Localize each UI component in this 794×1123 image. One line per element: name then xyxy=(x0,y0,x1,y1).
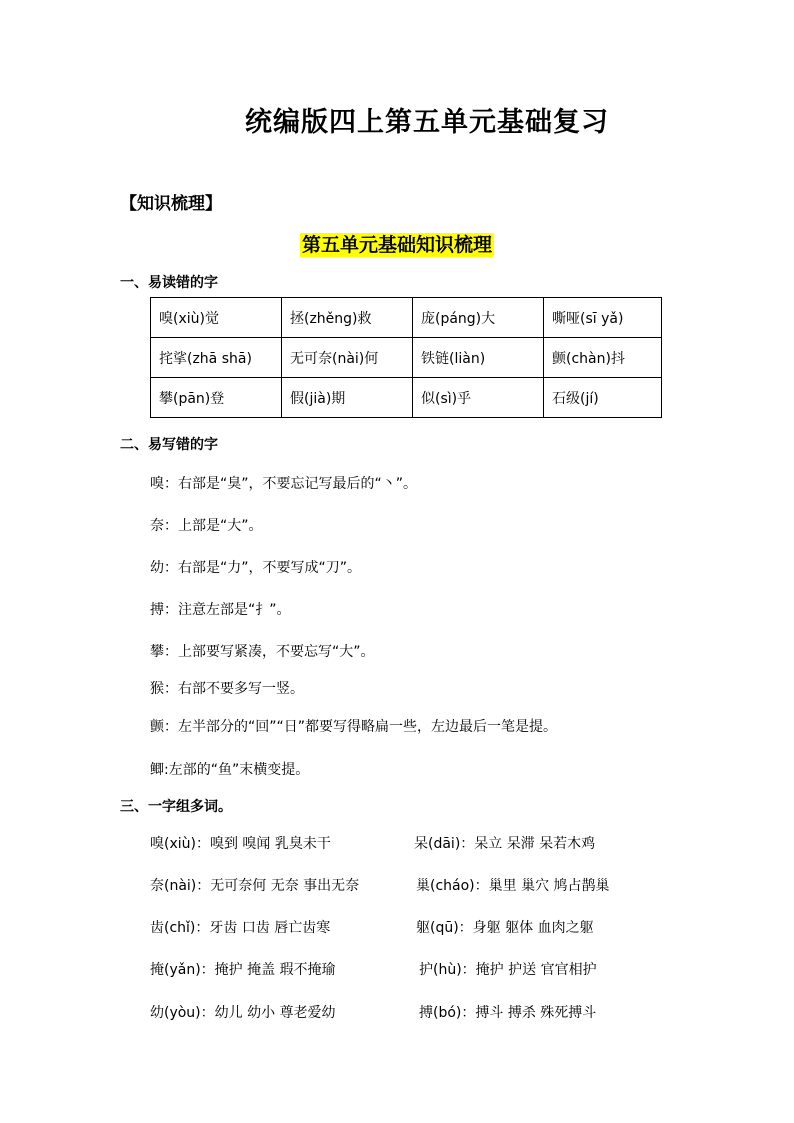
write-note: 幼：右部是“力”，不要写成“刀”。 xyxy=(150,560,362,576)
write-note: 鲫:左部的“鱼”末横变提。 xyxy=(150,762,310,778)
table-cell: 庞(páng)大 xyxy=(413,298,544,338)
table-cell: 假(jià)期 xyxy=(282,378,413,418)
page-title: 统编版四上第五单元基础复习 xyxy=(245,107,609,138)
write-note: 颤：左半部分的“回”“日”都要写得略扁一些，左边最后一笔是提。 xyxy=(150,719,558,735)
word-group-right: 躯(qū)：身躯 躯体 血肉之躯 xyxy=(416,920,594,936)
heading-misread-chars: 一、易读错的字 xyxy=(120,275,218,291)
heading-miswritten-chars: 二、易写错的字 xyxy=(120,437,218,453)
word-group-right: 巢(cháo)：巢里 巢穴 鸠占鹊巢 xyxy=(416,878,610,894)
write-note: 嗅：右部是“臭”，不要忘记写最后的“丶”。 xyxy=(150,476,418,492)
write-note: 搏：注意左部是“扌”。 xyxy=(150,602,291,618)
word-group-right: 搏(bó)：搏斗 搏杀 殊死搏斗 xyxy=(419,1005,597,1021)
table-cell: 无可奈(nài)何 xyxy=(282,338,413,378)
knowledge-section-tag: 【知识梳理】 xyxy=(120,194,222,214)
heading-word-groups: 三、一字组多词。 xyxy=(120,799,232,815)
table-cell: 石级(jí) xyxy=(544,378,662,418)
subtitle-text: 第五单元基础知识梳理 xyxy=(301,234,492,256)
word-group-right: 护(hù)：掩护 护送 官官相护 xyxy=(419,962,597,978)
table-row xyxy=(151,338,662,378)
table-cell: 挓挲(zhā shā) xyxy=(151,338,282,378)
word-group-left: 掩(yǎn)：掩护 掩盖 瑕不掩瑜 xyxy=(150,962,336,978)
word-group-left: 幼(yòu)：幼儿 幼小 尊老爱幼 xyxy=(150,1005,336,1021)
table-cell: 嘶哑(sī yǎ) xyxy=(544,298,662,338)
table-row xyxy=(151,378,662,418)
table-row xyxy=(151,298,662,338)
table-cell: 铁链(liàn) xyxy=(413,338,544,378)
misread-chars-table xyxy=(150,297,662,418)
write-note: 奈：上部是“大”。 xyxy=(150,518,263,534)
table-cell: 颤(chàn)抖 xyxy=(544,338,662,378)
table-cell: 似(sì)乎 xyxy=(413,378,544,418)
word-group-right: 呆(dāi)：呆立 呆滞 呆若木鸡 xyxy=(414,836,596,852)
subtitle xyxy=(0,230,794,257)
write-note: 攀：上部要写紧凑，不要忘写“大”。 xyxy=(150,644,375,660)
table-cell: 拯(zhěng)救 xyxy=(282,298,413,338)
write-note: 猴：右部不要多写一竖。 xyxy=(150,681,304,697)
word-group-left: 奈(nài)：无可奈何 无奈 事出无奈 xyxy=(150,878,360,894)
table-cell: 嗅(xiù)觉 xyxy=(151,298,282,338)
table-cell: 攀(pān)登 xyxy=(151,378,282,418)
word-group-left: 嗅(xiù)：嗅到 嗅闻 乳臭未干 xyxy=(150,836,331,852)
word-group-left: 齿(chǐ)：牙齿 口齿 唇亡齿寒 xyxy=(150,920,331,936)
